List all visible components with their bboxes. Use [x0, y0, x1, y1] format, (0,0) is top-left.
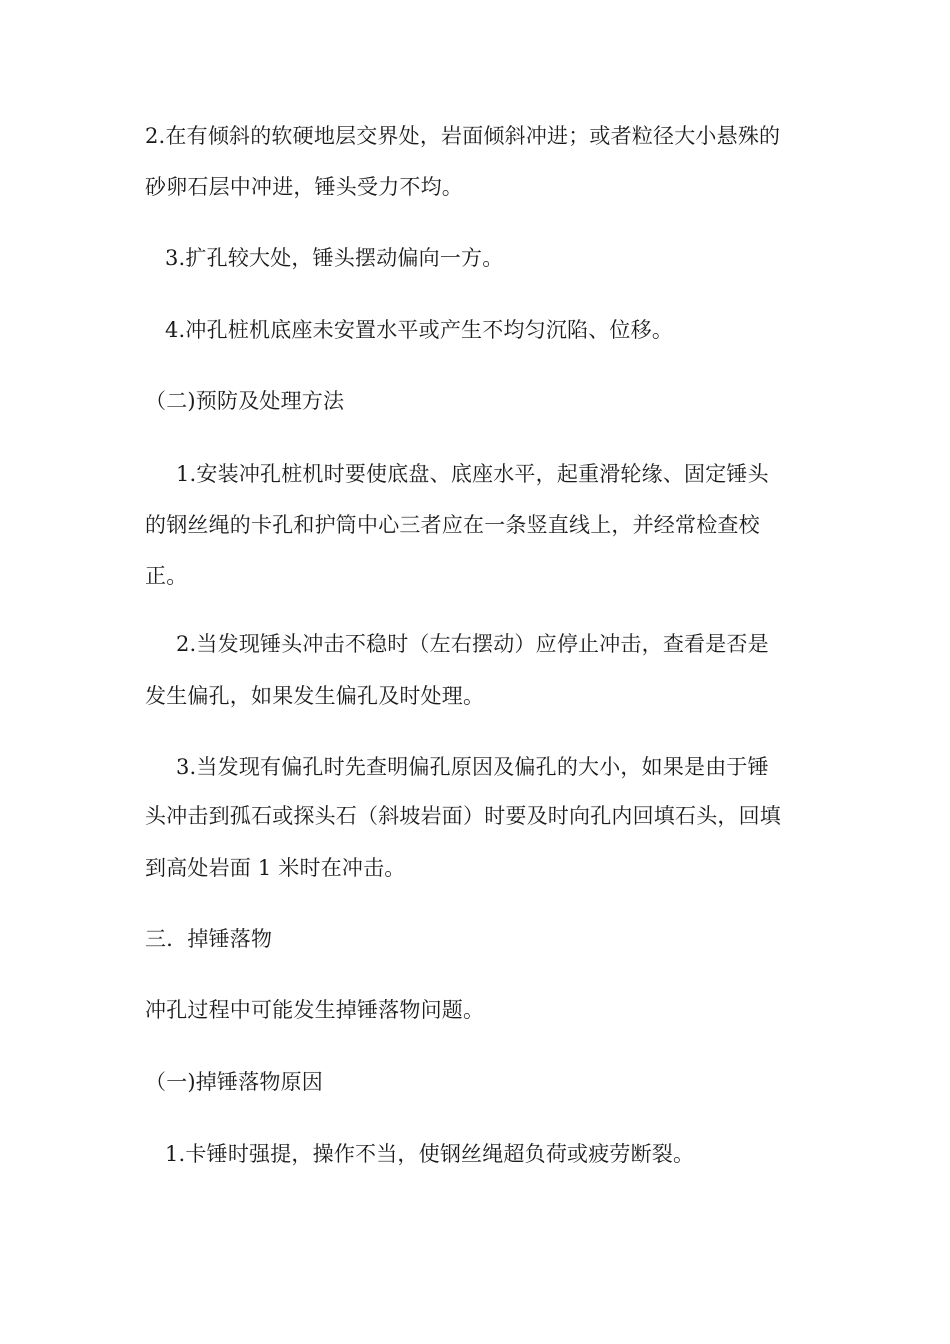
paragraph-line: 头冲击到孤石或探头石（斜坡岩面）时要及时向孔内回填石头，回填 [145, 804, 781, 828]
paragraph-line: 2.当发现锤头冲击不稳时（左右摆动）应停止冲击，查看是否是 [176, 632, 769, 656]
paragraph-line: 1.安装冲孔桩机时要使底盘、底座水平，起重滑轮缘、固定锤头 [176, 462, 769, 486]
paragraph-line: 正。 [145, 564, 188, 588]
paragraph-line: 到高处岩面 1 米时在冲击。 [145, 856, 406, 880]
paragraph-line: 4.冲孔桩机底座未安置水平或产生不均匀沉陷、位移。 [165, 318, 674, 342]
paragraph-line: 3.当发现有偏孔时先查明偏孔原因及偏孔的大小，如果是由于锤 [176, 755, 769, 779]
paragraph-line: 2.在有倾斜的软硬地层交界处，岩面倾斜冲进；或者粒径大小悬殊的 [145, 124, 781, 148]
paragraph-line: 1.卡锤时强提，操作不当，使钢丝绳超负荷或疲劳断裂。 [165, 1142, 695, 1166]
paragraph-line: 砂卵石层中冲进，锤头受力不均。 [145, 175, 463, 199]
paragraph-line: 发生偏孔，如果发生偏孔及时处理。 [145, 684, 485, 708]
section-heading: 三．掉锤落物 [145, 927, 273, 951]
section-heading: （一)掉锤落物原因 [145, 1070, 323, 1094]
paragraph-line: 的钢丝绳的卡孔和护筒中心三者应在一条竖直线上，并经常检查校 [145, 513, 760, 537]
paragraph-line: 3.扩孔较大处，锤头摆动偏向一方。 [165, 246, 504, 270]
section-heading: （二)预防及处理方法 [145, 389, 345, 413]
paragraph-line: 冲孔过程中可能发生掉锤落物问题。 [145, 998, 485, 1022]
